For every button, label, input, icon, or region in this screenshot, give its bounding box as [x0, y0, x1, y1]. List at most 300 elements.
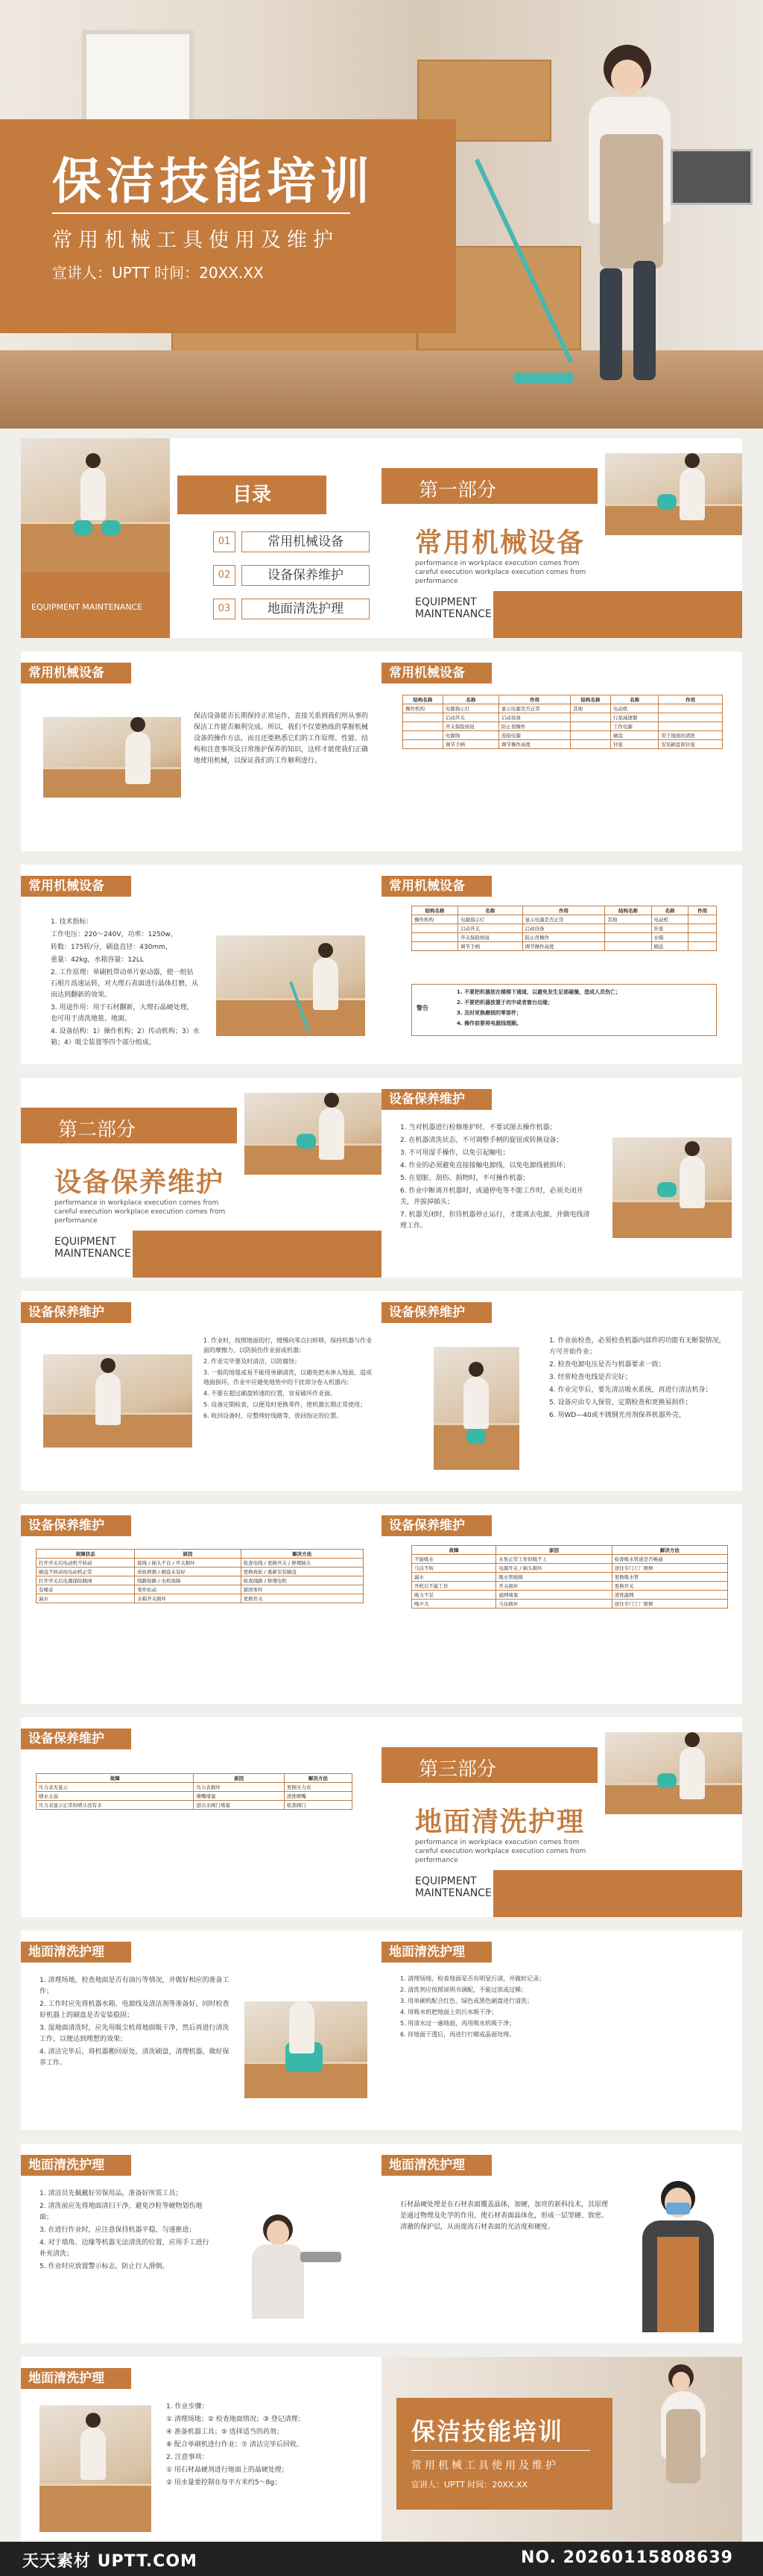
table-cell: 检查吸水管道是否畅通	[612, 1555, 727, 1564]
slide-tag: 常用机械设备	[21, 876, 131, 897]
list-line: 3. 用单刷机配合红色、绿色或黑色刷盘进行清洗；	[400, 1998, 534, 2004]
floor-3-image	[226, 2207, 367, 2319]
maintenance-2-list	[203, 1336, 375, 1422]
equipment-spec-slide	[21, 865, 382, 1064]
table-cell: 其他	[605, 915, 651, 924]
floor-5-image	[39, 2405, 151, 2532]
list-line: 2. 注意事项：	[166, 2454, 209, 2461]
table-row	[37, 1792, 352, 1801]
slide-tag: 设备保养维护	[382, 1302, 492, 1323]
floor-2-slide	[382, 1931, 742, 2130]
table-cell: 电源线	[443, 731, 498, 740]
floor-4-image	[627, 2177, 732, 2334]
list-line: 4. 清洁完毕后，将机器搬回原处，清洗刷盘，清理机器，做好保养工作。	[39, 2048, 229, 2067]
list-line: ① 用石材晶硬剂进行地面上的晶硬处理；	[166, 2466, 288, 2474]
table-cell: 启动开关	[458, 924, 523, 933]
table-cell: 检查电线 / 更换开关 / 修理插头	[241, 1559, 363, 1568]
table-cell: 开关保险按钮	[458, 933, 523, 942]
table-cell	[605, 942, 651, 951]
section-1-part: 第一部分	[419, 479, 497, 502]
warning-label: 警告	[417, 1005, 428, 1011]
table-cell: 检查阀门	[284, 1801, 352, 1810]
table-header-cell: 名称	[610, 695, 658, 704]
table-cell: 刷盘	[610, 731, 658, 740]
table-header-cell: 作用	[498, 695, 570, 704]
list-line: ④ 准备机器工具；⑤ 选择适当的药剂；	[166, 2428, 283, 2436]
table-header-cell: 原因	[194, 1774, 284, 1783]
maintenance-2-image	[43, 1354, 192, 1448]
footer-number: NO. 20260115808639	[521, 2548, 733, 2567]
table-header-cell: 解决方法	[284, 1774, 352, 1783]
table-cell: 紧固零件	[241, 1585, 363, 1594]
maintenance-3-list	[549, 1336, 728, 1423]
toc-label-2: 设备保养维护	[241, 565, 370, 586]
table-cell: 打开开关后电源保险跳闸	[37, 1576, 135, 1585]
table-header-row	[37, 1550, 364, 1559]
table-cell: 调节操作高度	[522, 942, 605, 951]
table-cell: 开关损坏	[496, 1582, 612, 1591]
table-cell	[571, 731, 611, 740]
section-2-em1: EQUIPMENT	[54, 1236, 116, 1248]
cover-banner	[0, 119, 456, 333]
table-cell: 开关保险按钮	[443, 722, 498, 731]
table-row	[37, 1559, 364, 1568]
section-1-title: 常用机械设备	[415, 528, 586, 558]
floor-2-list	[400, 1974, 728, 2041]
table-cell: 零件松动	[135, 1585, 241, 1594]
list-line: 工作电压：220～240V，功率：1250w，	[51, 931, 177, 938]
table-cell: 电源开关 / 插头损坏	[496, 1564, 612, 1573]
toc-item-2[interactable]	[213, 565, 370, 586]
cover-presenter: 宣讲人：UPTT 时间：20XX.XX	[52, 264, 264, 282]
table-row	[37, 1801, 352, 1810]
table-cell: 压力表无显示	[37, 1783, 194, 1792]
table-row	[403, 704, 723, 713]
slide-tag: 地面清洗护理	[382, 2155, 492, 2176]
table-cell	[605, 924, 651, 933]
section-3-image	[605, 1732, 742, 1814]
toc-item-1[interactable]	[213, 531, 370, 552]
section-2-bar	[133, 1231, 382, 1278]
section-2-english: performance in workplace execution comes from careful execution workplace execution comes from performance	[54, 1199, 226, 1225]
section-1-english: performance in workplace execution comes from careful execution workplace execution comes from performance	[415, 560, 586, 585]
maintenance-1-list	[400, 1123, 594, 1234]
end-rule	[411, 2450, 590, 2451]
table-row	[37, 1594, 364, 1603]
table-cell	[688, 924, 717, 933]
table-cell: 防止误操作	[498, 722, 570, 731]
table-cell: 操作机构	[403, 704, 443, 713]
table-cell: 显示电源是否正常	[498, 704, 570, 713]
list-line: 3. 湿地面清洗时，应先用吸尘机将地面吸干净，然后再进行清洗工作，以便达到理想的效果；	[39, 2024, 229, 2043]
table-cell: 水泵正常工作但吸不上	[496, 1555, 612, 1564]
table-cell	[412, 933, 458, 942]
list-line: 4. 设备结构：1）操作机构；2）传动机构；3）水箱；4）吸尘装置等四个部分组成。	[51, 1028, 200, 1046]
table-row	[412, 915, 717, 924]
table-cell: 连接电源	[498, 731, 570, 740]
table-cell	[412, 924, 458, 933]
floor-1-image	[244, 2001, 367, 2098]
slide-tag: 地面清洗护理	[382, 1942, 492, 1963]
table-header-cell: 解决方法	[241, 1550, 363, 1559]
list-line: 7. 机器关闭时，但待机器停止运行，才能离去电源，并做电线清理工作。	[400, 1211, 590, 1230]
toc-num-2: 02	[213, 565, 235, 586]
list-line: 4. 作业完毕后，要先清洁吸水系统，再进行清洁机身；	[549, 1386, 712, 1394]
table-header-row	[37, 1774, 352, 1783]
table-cell: 防止误操作	[522, 933, 605, 942]
toc-english: EQUIPMENT MAINTENANCE	[31, 602, 143, 612]
table-cell	[659, 713, 723, 722]
maintenance-3-image	[434, 1347, 519, 1470]
toc-image	[21, 438, 170, 572]
table-cell: 电源指示灯	[458, 915, 523, 924]
cover-rule	[52, 212, 350, 214]
table-cell: 针座	[651, 924, 688, 933]
list-line: 1. 不要把机器放在楼梯下通道，以避免发生足部碰撞，造成人员伤亡；	[457, 989, 621, 995]
fault-table-1	[36, 1549, 364, 1603]
slide-tag: 设备保养维护	[21, 1515, 131, 1536]
toc-label-1: 常用机械设备	[241, 531, 370, 552]
list-line: 2. 清洗前应先将地面清扫干净，避免沙粒等硬物划伤地面；	[39, 2203, 203, 2221]
end-woman-image	[650, 2364, 724, 2536]
list-line: 4. 用吸水机把地面上的污水吸干净；	[400, 2009, 498, 2015]
section-2-image	[244, 1093, 382, 1175]
list-line: 5. 设备应由专人保管，定期检查和更换易损件；	[549, 1399, 692, 1407]
section-3-bar	[493, 1870, 742, 1917]
list-line: 3. 在进行作业时，应注意保持机器平稳，匀速推进；	[39, 2226, 196, 2234]
table-cell	[412, 942, 458, 951]
equipment-intro-image	[43, 717, 181, 798]
table-cell: 更换开关	[612, 1582, 727, 1591]
section-1-image	[605, 453, 742, 535]
table-cell	[688, 933, 717, 942]
list-line: 1. 作业时，按照地面的打，缓慢向零点扫转移，保持机器与作业面的摩擦力，以防损伤作业面或机器；	[203, 1337, 373, 1354]
toc-slide	[21, 438, 382, 638]
section-3-slide	[382, 1717, 742, 1917]
table-cell: 针座	[610, 740, 658, 749]
table-header-cell: 故障	[37, 1774, 194, 1783]
section-2-title: 设备保养维护	[54, 1167, 225, 1198]
table-cell	[403, 713, 443, 722]
table-cell: 漏水	[37, 1594, 135, 1603]
warning-list	[457, 988, 710, 1029]
list-line: 5. 在划脏、刮伤、损物时，不可操作机器；	[400, 1175, 530, 1182]
table-header-cell: 名称	[458, 906, 523, 915]
table-header-cell: 结构名称	[412, 906, 458, 915]
list-line: 4. 作业的必须避免直接接触电源线，以免电源线被损坏；	[400, 1162, 570, 1169]
table-header-cell: 原因	[496, 1546, 612, 1555]
table-cell: 有噪音	[37, 1585, 135, 1594]
cover-subtitle: 常用机械工具使用及维护	[52, 229, 339, 252]
table-cell	[571, 713, 611, 722]
table-cell: 水箱开关损坏	[135, 1594, 241, 1603]
table-row	[403, 731, 723, 740]
equipment-table-1	[402, 695, 723, 749]
section-1-slide	[382, 438, 742, 638]
table-row	[37, 1576, 364, 1585]
section-2-em2: MAINTENANCE	[54, 1248, 131, 1260]
table-row	[403, 713, 723, 722]
table-cell: 送往专门工厂维修	[612, 1600, 727, 1609]
list-line: 1. 当对机器进行检修维护时，不要试图去操作机器；	[400, 1124, 557, 1131]
slide-tag: 设备保养维护	[21, 1729, 131, 1749]
table-row	[37, 1585, 364, 1594]
table-cell	[605, 933, 651, 942]
table-cell: 电动机	[610, 704, 658, 713]
table-header-cell: 名称	[651, 906, 688, 915]
list-line: 2. 不要把机器放置于坑中或者窗台边缘；	[457, 1000, 553, 1006]
table-cell: 操作机构	[412, 915, 458, 924]
list-line: 2. 检查电源电压是否与机器要求一致；	[549, 1361, 665, 1368]
list-line: 2. 作业完毕要及时清洁，以防腐蚀；	[203, 1358, 301, 1365]
list-line: 1. 清理场地，检查地面是否有油污等情况，并做好相应的准备工作；	[39, 1977, 229, 1995]
list-line: 4. 操作前要将电源线理顺。	[457, 1020, 522, 1026]
list-line: 5. 用清水过一遍地面，再用吸水机吸干净；	[400, 2020, 516, 2027]
table-cell: 工作电源	[610, 722, 658, 731]
equipment-table-2	[411, 906, 717, 951]
table-header-row	[412, 1546, 728, 1555]
table-cell: 进出水阀门堵塞	[194, 1801, 284, 1810]
warning-box	[411, 984, 717, 1036]
end-subtitle: 常用机械工具使用及维护	[411, 2460, 559, 2472]
equipment-spec-image	[216, 935, 365, 1036]
end-presenter: 宣讲人：UPTT 时间：20XX.XX	[411, 2480, 528, 2490]
list-line: 2. 工作时应先将机器水箱、电源线及清洁剂等准备好，同时检查好机器上的刷盘是否安装稳固；	[39, 2001, 229, 2019]
cleaning-woman-image	[566, 45, 715, 402]
cover-slide	[0, 0, 763, 429]
equipment-intro-text: 保洁设备能否长期保持正常运作，直接关系到我们所从事的保洁工作能否顺利完成。所以，我们不仅要熟练的掌握机械设备的操作方法，而且还要熟悉它们的工作原理、性能、结构和注意事项及日常维护保养的知识，这样才能使我们正确地使用机械，以保证我们的工作顺利进行。	[194, 713, 369, 765]
table-cell: 线路短路 / 电机故障	[135, 1576, 241, 1585]
table-row	[412, 1591, 728, 1600]
slide-tag: 设备保养维护	[21, 1302, 131, 1323]
table-cell: 马达损坏	[496, 1600, 612, 1609]
fault-table-1-slide	[21, 1504, 382, 1704]
end-banner	[396, 2398, 612, 2510]
table-header-cell: 名称	[443, 695, 498, 704]
table-row	[412, 1573, 728, 1582]
floor-1-slide	[21, 1931, 382, 2130]
table-header-cell: 解决方法	[612, 1546, 727, 1555]
floor-5-slide	[21, 2357, 382, 2542]
table-cell: 用于地面的清洗	[659, 731, 723, 740]
list-line: 转数：175转/分，刷盘直径：430mm，	[51, 944, 172, 951]
table-cell: 马达不转	[412, 1564, 496, 1573]
table-cell: 更换开关	[241, 1594, 363, 1603]
list-line: 3. 不可用湿手操作，以免引起触电；	[400, 1149, 510, 1157]
end-title: 保洁技能培训	[411, 2417, 564, 2446]
table-row	[37, 1783, 352, 1792]
list-line: 3. 用途作用：用于石材翻新，大理石晶硬处理，也可用于清洗地毯、地面。	[51, 1004, 194, 1023]
table-cell	[659, 722, 723, 731]
list-line: 6. 收回设备时，应整理好线路等，放回指定的位置。	[203, 1412, 343, 1419]
slide-tag: 设备保养维护	[382, 1515, 492, 1536]
table-cell: 更换齿轮 / 重新安装刷盘	[241, 1568, 363, 1576]
table-cell: 刷盘	[651, 942, 688, 951]
table-cell: 噪声大	[412, 1600, 496, 1609]
toc-num-3: 03	[213, 599, 235, 619]
table-cell: 漏水	[412, 1573, 496, 1582]
table-cell: 滤网堵塞	[496, 1591, 612, 1600]
table-row	[412, 1564, 728, 1573]
table-cell: 调节手柄	[443, 740, 498, 749]
table-cell: 检查线路 / 修理电机	[241, 1576, 363, 1585]
table-cell: 喷嘴堵塞	[194, 1792, 284, 1801]
maintenance-2-slide	[21, 1291, 382, 1491]
slide-tag: 常用机械设备	[21, 663, 131, 684]
cover-title: 保洁技能培训	[52, 153, 374, 210]
fault-table-2	[411, 1545, 728, 1609]
table-header-cell: 原因	[135, 1550, 241, 1559]
list-line: ① 清理场地；② 检查地面情况；③ 登记清理；	[166, 2416, 305, 2423]
list-line: 3. 及时更换磨损的零部件；	[457, 1010, 522, 1016]
list-line: 5. 作业时应放置警示标志，防止行人滑倒。	[39, 2263, 169, 2270]
toc-title: 目录	[177, 476, 326, 514]
maintenance-1-slide	[382, 1078, 742, 1278]
list-line: 2. 在机器清洗状态，不可调整手柄的旋钮或转换设备；	[400, 1137, 563, 1144]
table-header-cell: 作用	[659, 695, 723, 704]
footer-site: 天天素材 UPTT.COM	[22, 2552, 197, 2571]
table-cell: 启动设备	[522, 924, 605, 933]
maintenance-3-slide	[382, 1291, 742, 1491]
table-cell	[688, 915, 717, 924]
table-cell: 接线 / 插头不良 / 开关损坏	[135, 1559, 241, 1568]
floor-5-list	[166, 2402, 371, 2490]
table-cell	[571, 722, 611, 731]
table-row	[412, 933, 717, 942]
table-cell: 启动设备	[498, 713, 570, 722]
list-line: 1. 作业前检查，必须检查机器内部件的功能有无断裂情况，方可开始作业；	[549, 1337, 726, 1356]
list-line: 重量：42kg，水箱容量：12LL	[51, 956, 144, 964]
list-line: 6. 作业中断离开机器时，或通停电等不能工作时，必须关闭开关，并拔掉插头；	[400, 1187, 583, 1206]
table-row	[403, 722, 723, 731]
list-line: 3. 经常检查电线是否完好；	[549, 1374, 632, 1381]
table-cell: 行星减速器	[610, 713, 658, 722]
table-cell: 电动机	[651, 915, 688, 924]
list-line: 2. 清洗剂应按照说明书调配，不能过浓或过稀；	[400, 1986, 528, 1993]
fault-table-3	[36, 1773, 352, 1810]
floor-1-list	[39, 1975, 229, 2071]
table-cell: 显示电源是否正常	[522, 915, 605, 924]
section-3-english: performance in workplace execution comes from careful execution workplace execution comes from performance	[415, 1839, 586, 1864]
slide-tag: 地面清洗护理	[21, 1942, 131, 1963]
section-3-em1: EQUIPMENT	[415, 1875, 477, 1887]
table-cell: 其他	[571, 704, 611, 713]
table-cell: 安装刷盘和针座	[659, 740, 723, 749]
list-line: ⑥ 配合单刷机进行作业；⑦ 清洁完毕后回收。	[166, 2441, 303, 2449]
slide-tag: 地面清洗护理	[21, 2155, 131, 2176]
table-cell: 不能吸水	[412, 1555, 496, 1564]
table-cell: 清洗滤网	[612, 1591, 727, 1600]
table-cell: 调节手柄	[458, 942, 523, 951]
list-line: 4. 对于墙角、边缘等机器无法清洗的位置，应用手工进行补充清洗；	[39, 2239, 209, 2258]
list-line: 3. 一般的地毯或易不能用单刷清洗，以避免把水渗入地面，造成地面损坏，作业中应避免地垫中的干扰部分卷入机器内；	[203, 1369, 373, 1386]
table-cell	[659, 704, 723, 713]
equipment-warning-slide	[382, 865, 742, 1064]
table-row	[412, 1582, 728, 1591]
list-line: 1. 清理场地，检查地面是否有明显污渍，并做好记录；	[400, 1975, 545, 1982]
list-line: 6. 待地面干透后，再进行打蜡或晶面处理。	[400, 2031, 516, 2038]
fault-table-2-slide	[382, 1504, 742, 1704]
table-cell: 调节操作高度	[498, 740, 570, 749]
list-line: 1. 清洁员先佩戴好劳保用品，准备好所需工具；	[39, 2190, 183, 2197]
table-cell	[403, 740, 443, 749]
section-2-slide	[21, 1078, 382, 1278]
fault-table-3-slide	[21, 1717, 382, 1917]
slide-tag: 常用机械设备	[382, 876, 492, 897]
table-header-cell: 结构名称	[403, 695, 443, 704]
section-2-part: 第二部分	[58, 1119, 136, 1141]
toc-label-3: 地面清洗护理	[241, 599, 370, 619]
table-cell	[571, 740, 611, 749]
list-line: 1. 技术指标：	[51, 918, 93, 926]
equipment-intro-slide	[21, 651, 382, 851]
table-row	[412, 1555, 728, 1564]
table-row	[412, 1600, 728, 1609]
table-row	[412, 942, 717, 951]
table-cell: 压力表损坏	[194, 1783, 284, 1792]
table-cell: 更换吸水管	[612, 1573, 727, 1582]
table-cell: 刷盘不转动而电动机正常	[37, 1568, 135, 1576]
table-cell: 齿轮磨损 / 刷盘未装好	[135, 1568, 241, 1576]
list-line: 2. 工作原理：单刷机带动单片驱动器，使一组钻石根片高速运转，对大理石表面进行晶体打磨，从而达到翻新的效果。	[51, 969, 199, 999]
table-cell	[688, 942, 717, 951]
table-cell	[403, 722, 443, 731]
equipment-table-slide	[382, 651, 742, 851]
section-3-part: 第三部分	[419, 1758, 497, 1781]
table-cell: 喷水太弱	[37, 1792, 194, 1801]
table-cell: 开机后不能工作	[412, 1582, 496, 1591]
table-cell: 打开开关后电动机不转动	[37, 1559, 135, 1568]
table-cell: 送往专门工厂维修	[612, 1564, 727, 1573]
floor-4-text: 石材晶硬处理是在石材表面覆盖晶体，加硬，加亮的新科技术，其原理是通过物理及化学的作用，使石材表面晶体化，形成一层坚硬、致密、清澈的保护层，从而提高石材表面的光洁度和硬度。	[400, 2201, 609, 2231]
list-line: 4. 不要在超过刷盘转速的位置，容易破坏作业面。	[203, 1390, 337, 1397]
watermark-footer	[0, 2542, 763, 2576]
table-header-row	[412, 906, 717, 915]
slide-tag: 地面清洗护理	[21, 2368, 131, 2389]
mop-head	[514, 373, 574, 383]
table-cell: 电源指示灯	[443, 704, 498, 713]
list-line: 5. 设备定期检查，以便及时更换零件，使机器长期正常使用；	[203, 1401, 367, 1408]
slide-tag: 常用机械设备	[382, 663, 492, 684]
table-cell: 清洗喷嘴	[284, 1792, 352, 1801]
floor-3-list	[39, 2188, 211, 2274]
equipment-spec-list	[51, 917, 200, 1050]
list-line: ② 用水量要控制在每平方米约5～8g；	[166, 2479, 282, 2487]
table-cell: 吸水管破损	[496, 1573, 612, 1582]
slide-tag: 设备保养维护	[382, 1089, 492, 1110]
floor-4-slide	[382, 2144, 742, 2343]
table-cell: 更换压力表	[284, 1783, 352, 1792]
maintenance-1-image	[612, 1137, 732, 1238]
toc-num-1: 01	[213, 531, 235, 552]
section-3-em2: MAINTENANCE	[415, 1887, 492, 1899]
table-cell: 吸力不足	[412, 1591, 496, 1600]
table-header-cell: 故障	[412, 1546, 496, 1555]
table-cell: 启动开关	[443, 713, 498, 722]
section-3-title: 地面清洗护理	[415, 1807, 586, 1837]
toc-item-3[interactable]	[213, 599, 370, 619]
section-1-bar	[493, 591, 742, 638]
list-line: 1. 作业步骤：	[166, 2403, 209, 2411]
table-header-cell: 结构名称	[571, 695, 611, 704]
end-slide	[382, 2357, 742, 2542]
table-row	[37, 1568, 364, 1576]
table-cell: 水箱	[651, 933, 688, 942]
table-row	[403, 740, 723, 749]
section-1-em1: EQUIPMENT	[415, 596, 477, 608]
table-row	[412, 924, 717, 933]
floor-3-slide	[21, 2144, 382, 2343]
